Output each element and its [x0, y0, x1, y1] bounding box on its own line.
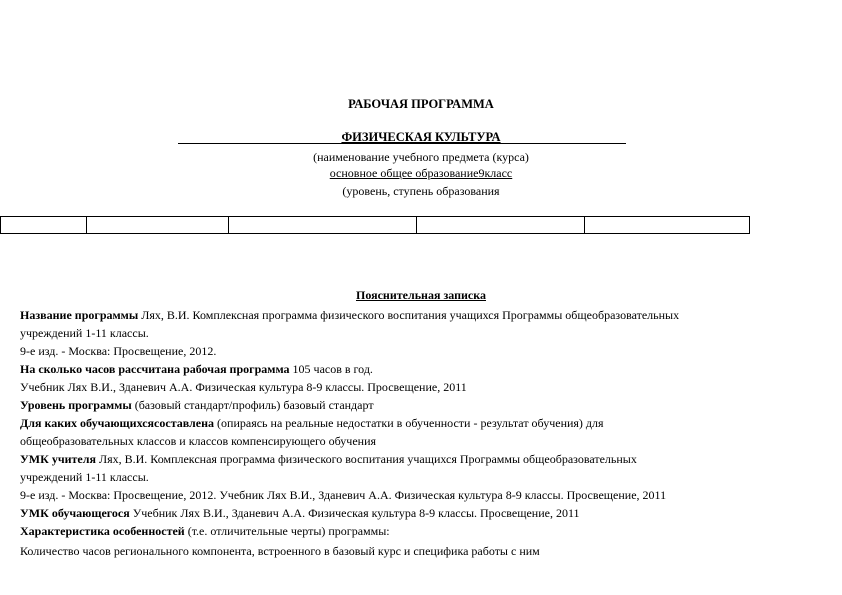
- note-line-text: учреждений 1-11 классы.: [20, 470, 149, 484]
- note-line-label: УМК учителя: [20, 452, 96, 466]
- note-line-label: Уровень программы: [20, 398, 132, 412]
- note-line: [20, 380, 467, 395]
- note-line-label: Характеристика особенностей: [20, 524, 185, 538]
- note-line: [20, 452, 637, 467]
- note-title: Пояснительная записка: [355, 288, 486, 302]
- note-line-label: УМК обучающегося: [20, 506, 130, 520]
- note-line-text: общеобразовательных классов и классов компенсирующего обучения: [20, 434, 377, 448]
- note-line: [20, 506, 580, 521]
- note-line-text: 9-е изд. - Москва: Просвещение, 2012.: [20, 344, 217, 358]
- education-level: основное общее образование9класс: [329, 166, 513, 180]
- note-line-text: (базовый стандарт/профиль) базовый стандарт: [131, 398, 374, 412]
- subject-caption: (наименование учебного предмета (курса): [313, 150, 529, 164]
- document-title: РАБОЧАЯ ПРОГРАММА: [348, 97, 494, 111]
- note-line-text: учреждений 1-11 классы.: [20, 326, 149, 340]
- note-line: [20, 416, 604, 431]
- approval-table: [0, 216, 750, 234]
- note-line-label: Для каких обучающихсясоставлена: [20, 416, 215, 430]
- subject-name: ФИЗИЧЕСКАЯ КУЛЬТУРА: [341, 130, 501, 144]
- note-line: [20, 344, 216, 359]
- table-cell: [417, 217, 585, 234]
- note-line-text: 105 часов в год.: [289, 362, 373, 376]
- table-cell: [229, 217, 417, 234]
- note-line-label: Название программы: [20, 308, 139, 322]
- note-line: [20, 544, 540, 559]
- note-line-label: На сколько часов рассчитана рабочая программа: [20, 362, 290, 376]
- education-level-caption: (уровень, ступень образования: [342, 184, 500, 198]
- note-line: [20, 434, 376, 449]
- subject-underline: [178, 143, 626, 144]
- note-line: [20, 470, 149, 485]
- note-line: [20, 524, 390, 539]
- note-line-text: (т.е. отличительные черты) программы:: [184, 524, 390, 538]
- note-line: [20, 488, 666, 503]
- note-line-text: Лях, В.И. Комплексная программа физического воспитания учащихся Программы общеобразовательных: [95, 452, 637, 466]
- note-line-text: (опираясь на реальные недостатки в обученности - результат обучения) для: [214, 416, 604, 430]
- note-line-text: Лях, В.И. Комплексная программа физического воспитания учащихся Программы общеобразовательных: [138, 308, 680, 322]
- table-cell: [585, 217, 750, 234]
- table-cell: [1, 217, 87, 234]
- note-line-text: 9-е изд. - Москва: Просвещение, 2012. Учебник Лях В.И., Зданевич А.А. Физическая культура 8-9 классы. Просвещение, 2011: [20, 488, 667, 502]
- note-line: [20, 308, 679, 323]
- note-line: [20, 326, 149, 341]
- note-line-text: Учебник Лях В.И., Зданевич А.А. Физическая культура 8-9 классы. Просвещение, 2011: [20, 380, 467, 394]
- note-line-text: Учебник Лях В.И., Зданевич А.А. Физическая культура 8-9 классы. Просвещение, 2011: [129, 506, 580, 520]
- note-line: [20, 362, 373, 377]
- table-cell: [87, 217, 229, 234]
- table-row: [1, 217, 750, 234]
- note-line-text: Количество часов регионального компонента, встроенного в базовый курс и специфика работы с ним: [20, 544, 540, 558]
- note-line: [20, 398, 374, 413]
